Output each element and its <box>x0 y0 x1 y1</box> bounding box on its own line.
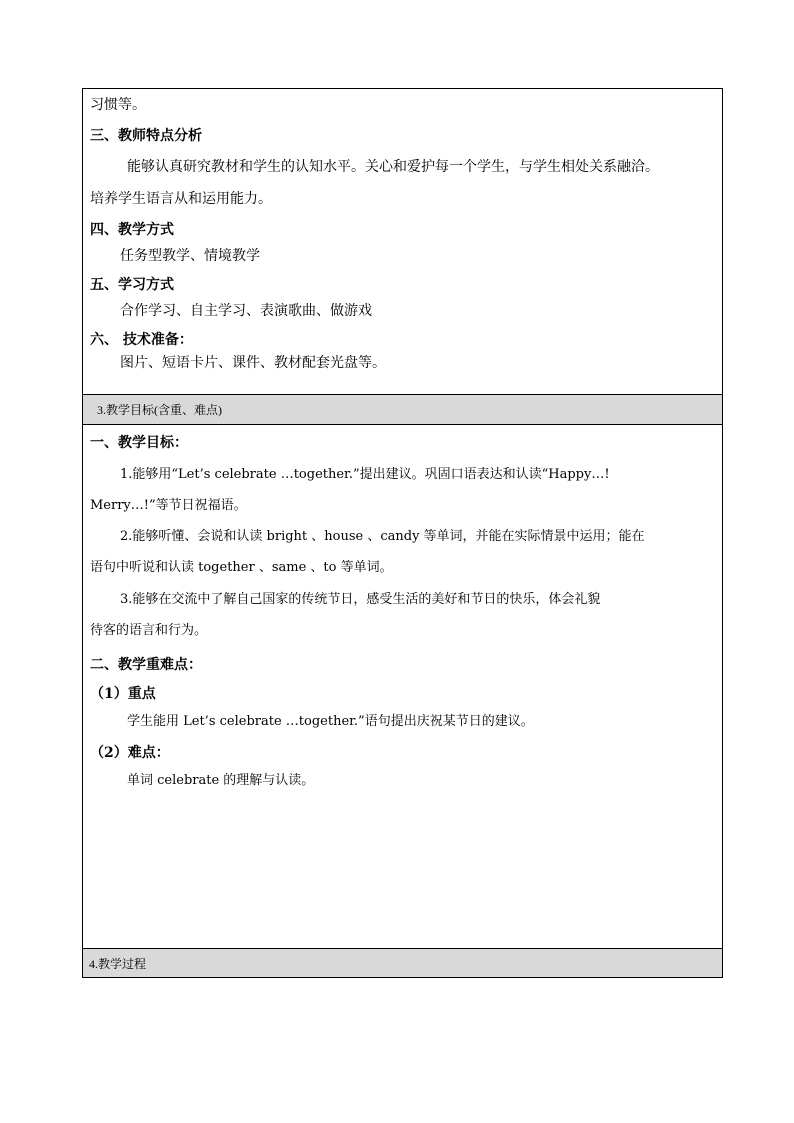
objective-3-line-2: 待客的语言和行为。 <box>90 623 208 638</box>
objective-2-line-2: 语句中听说和认读 together 、same 、to 等单词。 <box>90 560 393 575</box>
objectives-cell <box>83 425 722 949</box>
key-points-title: 二、教学重难点： <box>90 657 202 673</box>
section-4-text: 任务型教学、情境教学 <box>120 248 260 264</box>
section-4-title: 四、教学方式 <box>90 222 174 238</box>
section-3-title: 三、教师特点分析 <box>90 128 202 144</box>
objective-1-line-2: Merry…!”等节日祝福语。 <box>90 498 247 513</box>
section-6-title: 六、 技术准备： <box>90 332 193 348</box>
objective-3-line-1: 3.能够在交流中了解自己国家的传统节日，感受生活的美好和节日的快乐，体会礼貌 <box>120 592 601 607</box>
lesson-plan-table <box>82 88 723 978</box>
section-3-paragraph-2: 培养学生语言从和运用能力。 <box>90 191 272 207</box>
objectives-title: 一、教学目标： <box>90 435 188 451</box>
section-5-title: 五、学习方式 <box>90 277 174 293</box>
difficulty-label: （2）难点： <box>90 745 170 761</box>
focus-label: （1）重点 <box>90 686 156 702</box>
difficulty-text: 单词 celebrate 的理解与认读。 <box>127 773 315 788</box>
section-5-text: 合作学习、自主学习、表演歌曲、做游戏 <box>120 303 372 319</box>
process-header: 4.教学过程 <box>83 949 722 977</box>
objective-1-line-1: 1.能够用“Let’s celebrate …together.”提出建议。巩固口语表达和认读“Happy…! <box>120 467 610 482</box>
section-3-paragraph-1: 能够认真研究教材和学生的认知水平。关心和爱护每一个学生，与学生相处关系融洽。 <box>127 159 659 175</box>
continued-text: 习惯等。 <box>90 97 146 113</box>
section-6-text: 图片、短语卡片、课件、教材配套光盘等。 <box>120 355 386 371</box>
teacher-analysis-cell <box>83 89 722 395</box>
objective-2-line-1: 2.能够听懂、会说和认读 bright 、house 、candy 等单词，并能在实际情景中运用；能在 <box>120 529 645 544</box>
focus-text: 学生能用 Let’s celebrate …together.”语句提出庆祝某节日的建议。 <box>127 714 534 729</box>
objectives-header: 3.教学目标(含重、难点) <box>83 395 722 425</box>
